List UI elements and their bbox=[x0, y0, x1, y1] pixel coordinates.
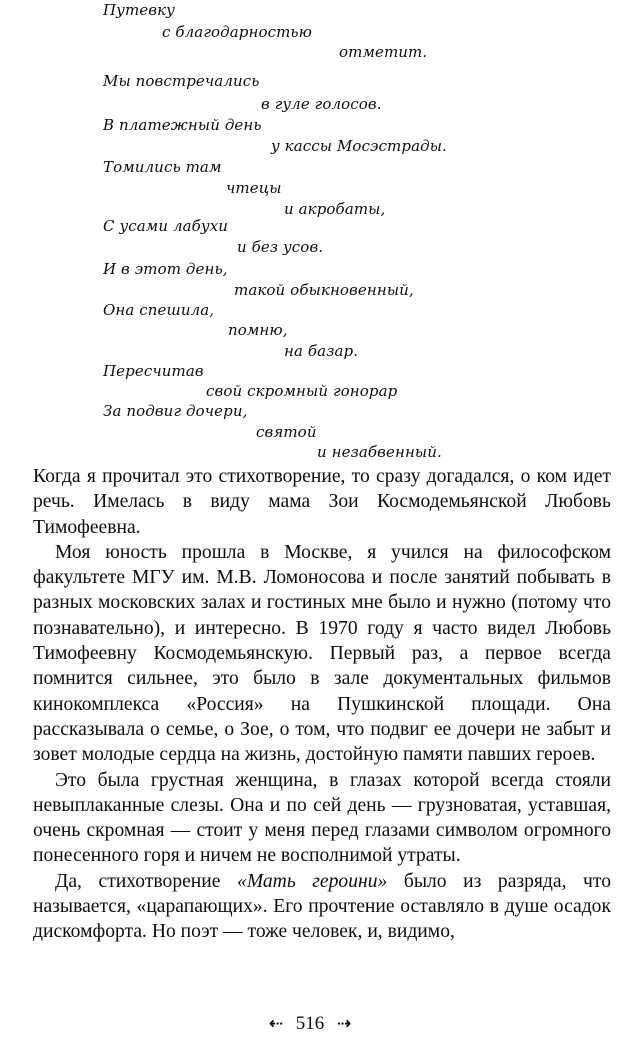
paragraph-text: Да, стихотворение bbox=[55, 870, 238, 892]
poem-line: святой bbox=[256, 423, 317, 441]
poem-line: помню, bbox=[228, 321, 288, 339]
poem-line: в гуле голосов. bbox=[261, 95, 382, 113]
poem-line: такой обыкновенный, bbox=[234, 281, 414, 299]
poem-line: на базар. bbox=[284, 342, 359, 360]
paragraph bbox=[33, 869, 611, 945]
poem-line: и акробаты, bbox=[284, 200, 386, 218]
poem-line: За подвиг дочери, bbox=[103, 402, 248, 420]
right-arrow-icon: ⇢ bbox=[337, 1013, 352, 1034]
poem-line: В платежный день bbox=[103, 116, 262, 134]
poem-line: И в этот день, bbox=[103, 260, 228, 278]
poem-line: Пересчитав bbox=[103, 362, 204, 380]
poem-line: Путевку bbox=[103, 1, 175, 19]
poem-line: Томились там bbox=[103, 158, 222, 176]
poem-line: и без усов. bbox=[237, 238, 324, 256]
poem-line: С усами лабухи bbox=[103, 217, 229, 235]
paragraph: Моя юность прошла в Москве, я учился на философском факультете МГУ им. М.В. Ломоносова и после занятий побывать в разных московских залах и гостиных мне было и нужно (потому что познавательно), и интересно. В 1970 году я часто видел Любовь Тимофеевну Космодемьянскую. Первый раз, а первое всегда помнится сильнее, это было в зале документальных фильмов кинокомплекса «Россия» на Пушкинской площади. Она рассказывала о семье, о Зое, о том, что подвиг ее дочери не забыт и зовет молодые сердца на жизнь, достойную памяти павших героев. bbox=[33, 541, 611, 766]
paragraph: Когда я прочитал это стихотворение, то сразу догадался, о ком идет речь. Имелась в виду мама Зои Космодемьянской Любовь Тимофеевна. bbox=[33, 466, 611, 538]
poem-title: «Мать героини» bbox=[237, 870, 388, 892]
poem-line: отметит. bbox=[339, 43, 428, 61]
poem bbox=[0, 0, 620, 460]
poem-line: у кассы Мосэстрады. bbox=[271, 137, 447, 155]
page-number: 516 bbox=[295, 1012, 325, 1034]
poem-line: с благодарностью bbox=[162, 23, 312, 41]
paragraph-text: было из разряда, что называется, «царапающих». Его прочтение оставляло в душе осадок дискомфорта. Но поэт — тоже человек, и, видимо, bbox=[33, 870, 611, 943]
poem-line: и незабвенный. bbox=[317, 443, 442, 461]
paragraph: Это была грустная женщина, в глазах которой всегда стояли невыплаканные слезы. Она и по сей день — грузноватая, уставшая, очень скромная — стоит у меня перед глазами символом огромного понесенного горя и ничем не восполнимой утраты. bbox=[33, 769, 611, 867]
poem-line: чтецы bbox=[226, 179, 282, 197]
page-footer bbox=[0, 1008, 620, 1038]
poem-line: Она спешила, bbox=[103, 301, 215, 319]
poem-line: Мы повстречались bbox=[103, 72, 260, 90]
left-arrow-icon: ⇠ bbox=[268, 1013, 283, 1034]
poem-line: свой скромный гонорар bbox=[206, 382, 398, 400]
body-text bbox=[33, 464, 611, 945]
